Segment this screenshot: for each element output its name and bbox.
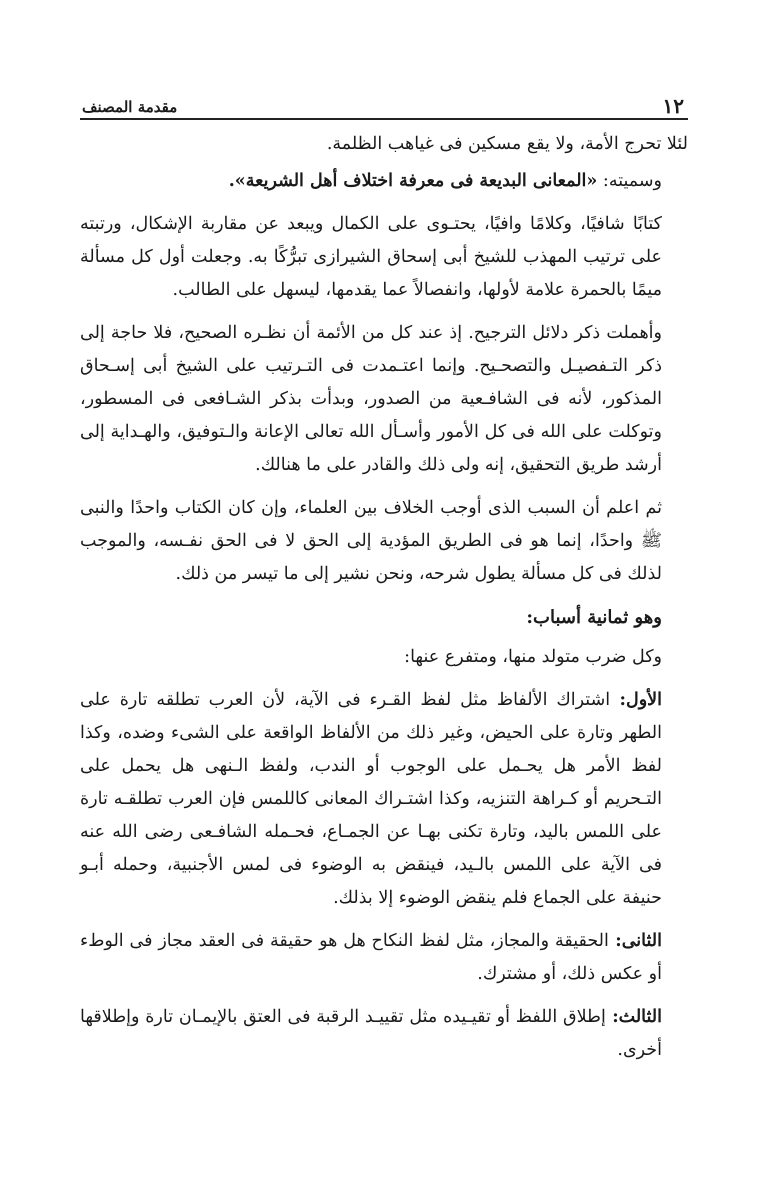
book-title: «المعانى البديعة فى معرفة اختلاف أهل الشريعة». bbox=[228, 171, 598, 191]
reason-first bbox=[80, 684, 688, 915]
reason-first-label: الأول: bbox=[610, 690, 663, 710]
paragraph-3: كتابًا شافيًا، وكلامًا وافيًا، يحتـوى على الكمال ويبعد عن مقاربة الإشكال، ورتبته على ترتيب المهذب للشيخ أبى إسحاق الشيرازى تبرُّكًا به. وجعلت أول كل مسألة ميمًا بالحمرة علامة لأولها، وانفصالاً عما يقدمها، ليسهل على الطالب. bbox=[80, 214, 662, 300]
paragraph-book-title bbox=[80, 165, 688, 198]
paragraph-5: ثم اعلم أن السبب الذى أوجب الخلاف بين العلماء، وإن كان الكتاب واحدًا والنبى ﷺ واحدًا، إنما هو فى الطريق المؤدية إلى الحق لا فى الحق نفـسه، والموجب لذلك فى كل مسألة يطول شرحه، ونحن نشير إلى ما تيسر من ذلك. bbox=[80, 498, 662, 584]
running-title: مقدمة المصنف bbox=[82, 98, 178, 116]
page-number: ١٢ bbox=[662, 94, 684, 118]
book-title-lead: وسميته: bbox=[597, 171, 662, 191]
page-header bbox=[80, 86, 688, 120]
paragraph-4: وأهملت ذكر دلائل الترجيح. إذ عند كل من الأئمة أن نظـره الصحيح، فلا حاجة إلى ذكر التـفصيـل والتصحـيح. وإنما اعتـمدت فى التـرتيب على الشيخ أبى إسـحاق المذكور، لأنه فى الشافـعية من الصدور، وبدأت بذكر الشـافعى فى المسطور، وتوكلت على الله فى كل الأمور وأسـأل الله تعالى الإعانة والـتوفيق، والهـداية إلى أرشد طريق التحقيق، إنه ولى ذلك والقادر على ما هنالك. bbox=[80, 323, 662, 475]
paragraph-6: وكل ضرب متولد منها، ومتفرع عنها: bbox=[404, 647, 662, 667]
reason-second-text: الحقيقة والمجاز، مثل لفظ النكاح هل هو حقيقة فى العقد مجاز فى الوطء أو عكس ذلك، أو مشترك. bbox=[80, 931, 662, 984]
reason-third-label: الثالث: bbox=[605, 1007, 662, 1027]
reason-second bbox=[80, 925, 688, 991]
reason-first-text: اشتراك الألفاظ مثل لفظ القـرء فى الآية، لأن العرب تطلقه تارة على الطهر وتارة على الحيض، وغير ذلك من الألفاظ الواقعة على الشىء وضده، وكذا لفظ الأمر هل يحـمل على الوجوب أو الندب، ولفظ الـنهى هل يحمل على التـحريم أو كـراهة التنزيه، وكذا اشتـراك المعانى كاللمس فإن العرب تطلقـه تارة على اللمس باليد، وتارة تكنى بهـا عن الجمـاع، فحـمله الشافـعى رضى الله عنه فى الآية على اللمس بالـيد، فينقض به الوضوء فى لمس الأجنبية، وحمله أبـو حنيفة على الجماع فلم ينقض الوضوء إلا بذلك. bbox=[80, 690, 662, 908]
paragraph-1: لئلا تحرج الأمة، ولا يقع مسكين فى غياهب الظلمة. bbox=[326, 134, 688, 154]
reason-second-label: الثانى: bbox=[608, 931, 662, 951]
page-body bbox=[80, 128, 688, 1067]
book-page bbox=[80, 86, 688, 1077]
section-heading: وهو ثمانية أسباب: bbox=[526, 607, 662, 628]
reason-third bbox=[80, 1001, 688, 1067]
reason-third-text: إطلاق اللفظ أو تقيـيده مثل تقييـد الرقبة فى العتق بالإيمـان تارة وإطلاقها أخرى. bbox=[80, 1007, 662, 1060]
